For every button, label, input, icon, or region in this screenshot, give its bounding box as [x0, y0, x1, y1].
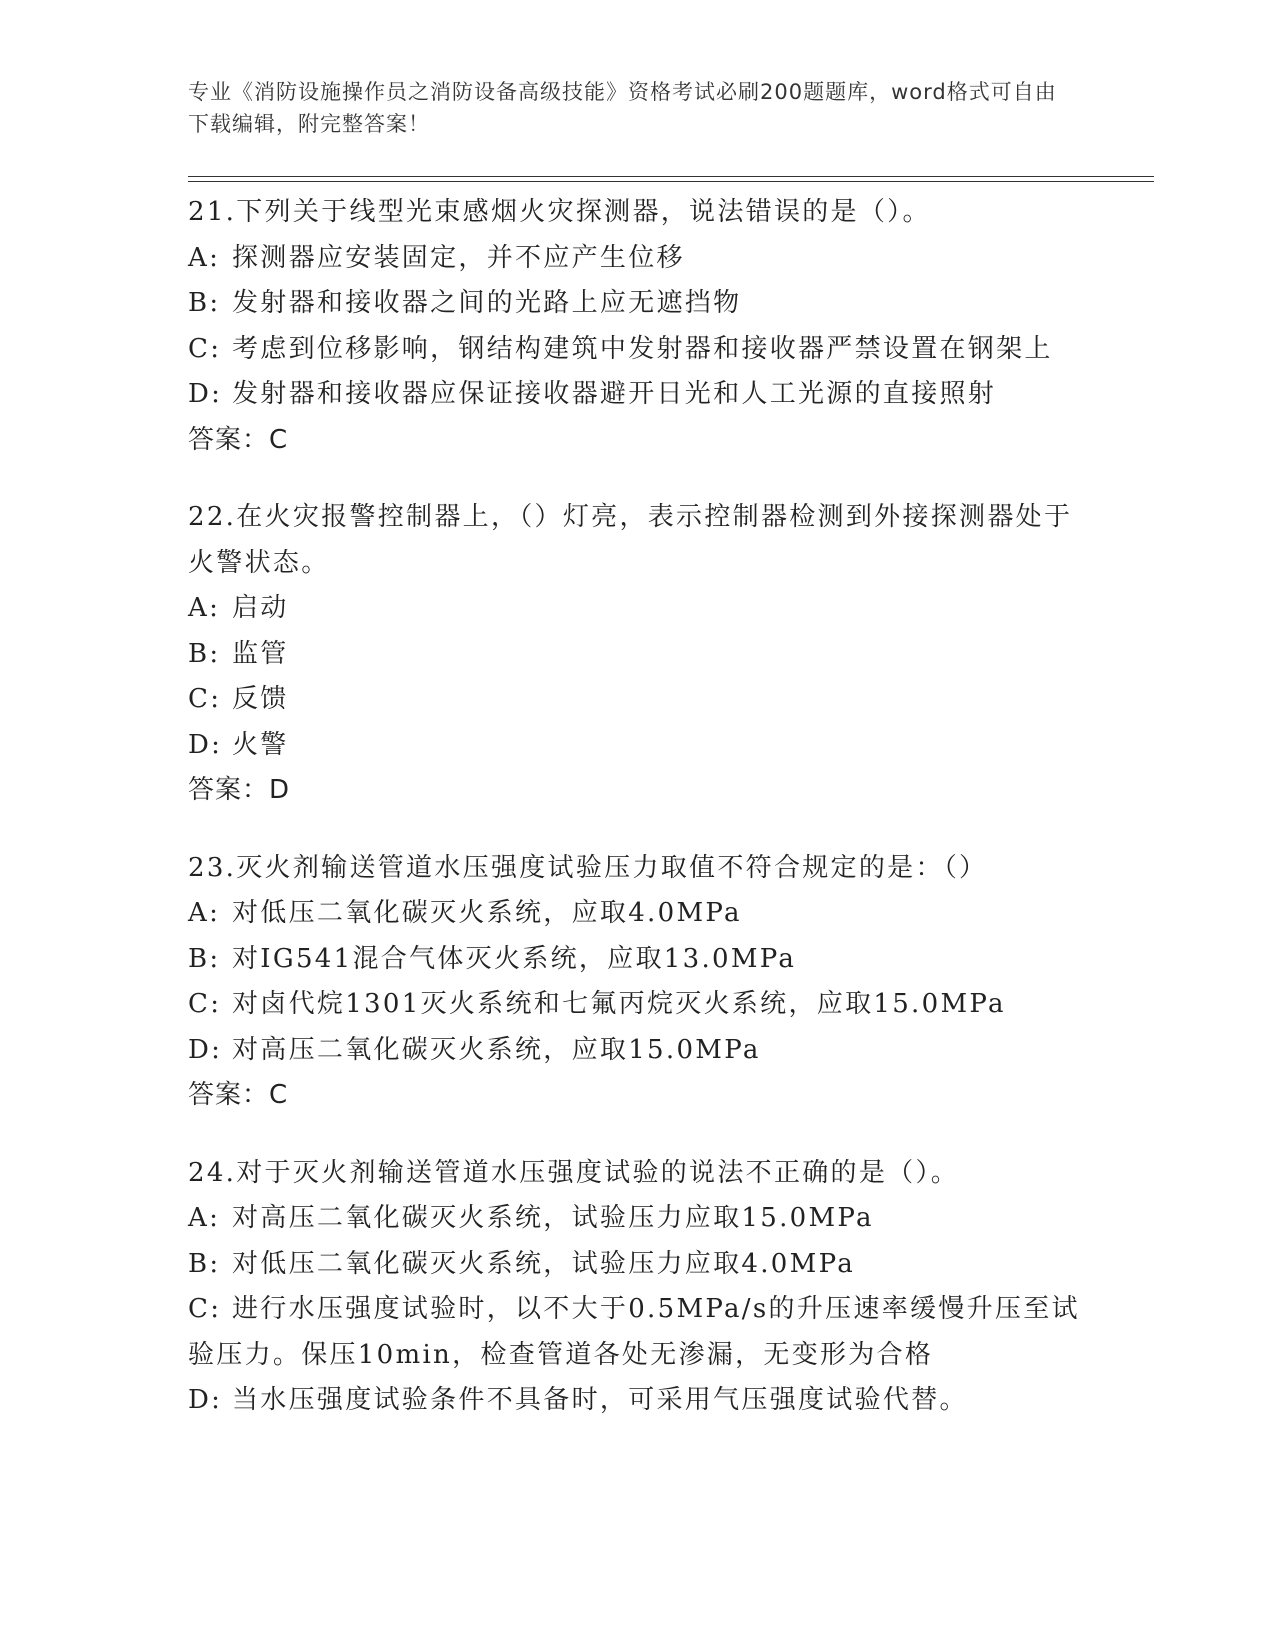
header-divider-top — [188, 176, 1154, 177]
option-a — [188, 1196, 1088, 1242]
option-d — [188, 1378, 1088, 1424]
document-header — [188, 76, 1068, 140]
option-key: B: — [188, 638, 221, 669]
option-key: D: — [188, 1034, 223, 1065]
option-c — [188, 677, 1088, 723]
header-intro-text: 专业《消防设施操作员之消防设备高级技能》资格考试必刷200题题库，word格式可自由下载编辑，附完整答案！ — [188, 80, 1057, 136]
answer-label: 答案：C — [188, 1080, 289, 1110]
option-a — [188, 891, 1088, 937]
option-key: C: — [188, 989, 222, 1019]
option-key: A: — [188, 593, 221, 623]
option-text: 发射器和接收器应保证接收器避开日光和人工光源的直接照射 — [232, 379, 997, 409]
option-c — [188, 982, 1088, 1028]
option-b — [188, 281, 1088, 327]
question-stem: 24.对于灭火剂输送管道水压强度试验的说法不正确的是（）。 — [188, 1157, 960, 1188]
option-key: C: — [188, 1294, 222, 1324]
option-text: 对低压二氧化碳灭火系统，应取4.0MPa — [232, 898, 742, 928]
option-c — [188, 327, 1088, 373]
question-21 — [188, 190, 1088, 463]
question-stem: 23.灭火剂输送管道水压强度试验压力取值不符合规定的是：（） — [188, 852, 988, 883]
option-b — [188, 632, 1088, 678]
option-c — [188, 1287, 1088, 1378]
option-d — [188, 1028, 1088, 1074]
option-text: 进行水压强度试验时，以不大于0.5MPa/s的升压速率缓慢升压至试验压力。保压10min，检查管道各处无渗漏，无变形为合格 — [188, 1294, 1080, 1370]
option-b — [188, 1242, 1088, 1288]
option-text: 发射器和接收器之间的光路上应无遮挡物 — [232, 288, 742, 318]
question-24 — [188, 1151, 1088, 1424]
option-key: D: — [188, 729, 223, 760]
option-text: 当水压强度试验条件不具备时，可采用气压强度试验代替。 — [232, 1385, 968, 1415]
option-key: D: — [188, 379, 223, 409]
answer-label: 答案：D — [188, 775, 291, 805]
option-text: 对低压二氧化碳灭火系统，试验压力应取4.0MPa — [232, 1248, 855, 1279]
question-stem: 22.在火灾报警控制器上，（）灯亮，表示控制器检测到外接探测器处于火警状态。 — [188, 502, 1073, 578]
option-text: 探测器应安装固定，并不应产生位移 — [232, 242, 685, 273]
option-d — [188, 372, 1088, 418]
option-text: 对高压二氧化碳灭火系统，应取15.0MPa — [232, 1034, 761, 1065]
option-text: 对卤代烷1301灭火系统和七氟丙烷灭火系统，应取15.0MPa — [232, 989, 1006, 1019]
option-text: 对IG541混合气体灭火系统，应取13.0MPa — [232, 943, 797, 974]
header-divider-bottom — [188, 181, 1154, 182]
option-key: A: — [188, 898, 221, 928]
option-a — [188, 236, 1088, 282]
question-stem: 21.下列关于线型光束感烟火灾探测器，说法错误的是（）。 — [188, 197, 931, 227]
option-key: D: — [188, 1385, 223, 1415]
option-key: B: — [188, 1248, 221, 1279]
option-key: C: — [188, 333, 222, 364]
option-key: B: — [188, 288, 221, 318]
question-22 — [188, 495, 1088, 814]
option-key: A: — [188, 1203, 221, 1233]
option-text: 考虑到位移影响，钢结构建筑中发射器和接收器严禁设置在钢架上 — [232, 333, 1053, 364]
option-a — [188, 586, 1088, 632]
option-key: B: — [188, 943, 221, 974]
question-list — [188, 190, 1088, 1456]
option-text: 反馈 — [232, 684, 289, 714]
option-key: C: — [188, 684, 222, 714]
answer-label: 答案：C — [188, 424, 289, 455]
option-key: A: — [188, 242, 221, 273]
option-text: 启动 — [232, 593, 289, 623]
option-d — [188, 723, 1088, 769]
option-text: 对高压二氧化碳灭火系统，试验压力应取15.0MPa — [232, 1203, 874, 1233]
option-text: 火警 — [232, 729, 289, 760]
option-b — [188, 937, 1088, 983]
question-23 — [188, 846, 1088, 1119]
option-text: 监管 — [232, 638, 289, 669]
